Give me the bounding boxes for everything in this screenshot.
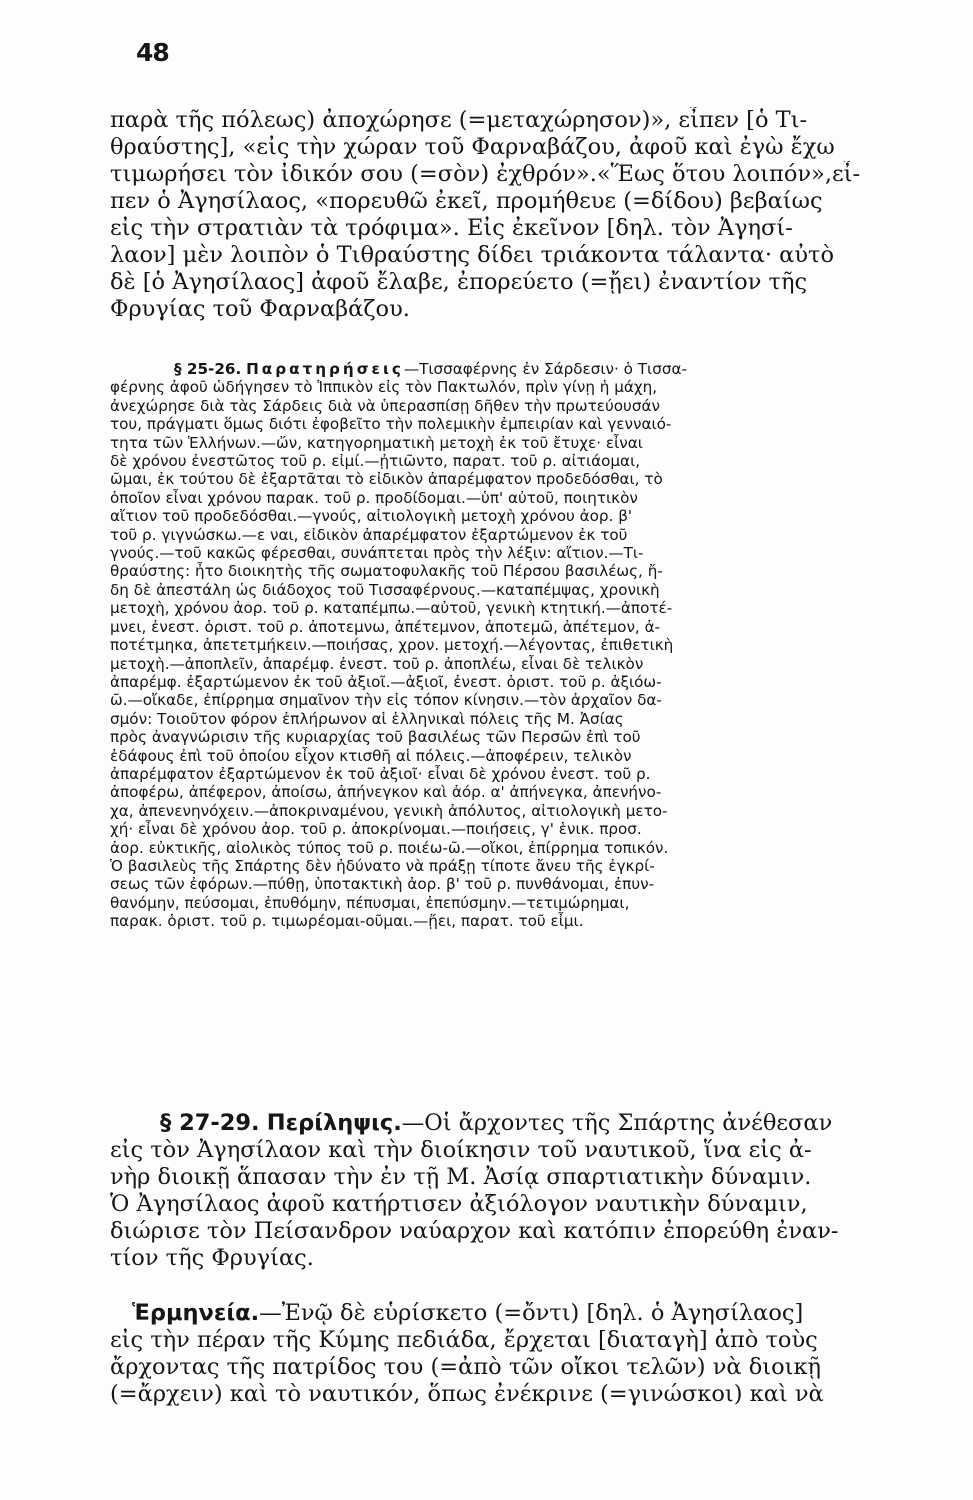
text-line: θραύστης], «εἰς τὴν χώραν τοῦ Φαρναβάζου, ἀφοῦ καὶ ἐγὼ ἔχω <box>110 134 835 160</box>
text-line: —Ἐνῷ δὲ εὑρίσκετο (=ὄντι) [δηλ. ὁ Ἀγησίλαος] <box>259 1300 804 1326</box>
text-line: τοῦ ρ. γιγνώσκω.—ε ναι, εἰδικὸν ἀπαρέμφατον ἐξαρτώμενον ἐκ τοῦ <box>110 525 628 544</box>
text-line: ἀπαρέμφατον ἐξαρτώμενον ἐκ τοῦ ἀξιοῖ· εἶναι δὲ χρόνου ἐνεστ. τοῦ ρ. <box>110 764 651 783</box>
text-line: ποτέτμηκα, ἀπετετμήκειν.—ποιήσας, χρον. μετοχή.—λέγοντας, ἐπιθετικὴ <box>110 636 674 655</box>
interpretation-section <box>110 1300 958 1408</box>
text-line: Ὁ Ἀγησίλαος ἀφοῦ κατήρτισεν ἀξιόλογον ναυτικὴν δύναμιν, <box>110 1191 808 1217</box>
text-line: θραύστης: ἦτο διοικητὴς τῆς σωματοφυλακῆς τοῦ Πέρσου βασιλέως, ἤ- <box>110 562 663 581</box>
text-line: χα, ἀπενενηνόχειν.—ἀποκριναμένου, γενικὴ ἀπόλυτος, αἰτιολογικὴ μετο- <box>110 801 668 820</box>
interpretation-first-line <box>110 1300 958 1327</box>
text-line: —Οἱ ἄρχοντες τῆς Σπάρτης ἀνέθεσαν <box>401 1110 833 1136</box>
text-line: τίον τῆς Φρυγίας. <box>110 1245 314 1271</box>
text-line: σεως τῶν ἐφόρων.—πύθῃ, ὑποτακτικὴ ἀορ. β' τοῦ ρ. πυνθάνομαι, ἐπυν- <box>110 875 655 894</box>
text-line: εἰς τὸν Ἀγησίλαον καὶ τὴν διοίκησιν τοῦ ναυτικοῦ, ἵνα εἰς ἀ- <box>110 1137 812 1163</box>
text-line: Ὁ βασιλεὺς τῆς Σπάρτης δὲν ἠδύνατο νὰ πράξῃ τίποτε ἄνευ τῆς ἐγκρί- <box>110 856 655 875</box>
notes-heading: Παρατηρήσεις <box>246 360 404 378</box>
intro-paragraph <box>110 107 958 323</box>
page-number: 48 <box>136 38 169 67</box>
text-line: φέρνης ἀφοῦ ὡδήγησεν τὸ Ἱππικὸν εἰς τὸν Πακτωλόν, πρὶν γίνῃ ἡ μάχη, <box>110 378 658 397</box>
interpretation-heading: Ἑρμηνεία. <box>132 1300 260 1326</box>
text-line: —Τισσαφέρνης ἐν Σάρδεσιν· ὁ Τισσα- <box>403 360 687 378</box>
text-line: μετοχὴ.—ἀποπλεῖν, ἀπαρέμφ. ἐνεστ. τοῦ ρ. ἀποπλέω, εἶναι δὲ τελικὸν <box>110 654 644 673</box>
text-line: δὲ χρόνου ἐνεστῶτος τοῦ ρ. εἰμί.—ᾐτιῶντο, παρατ. τοῦ ρ. αἰτιάομαι, <box>110 452 641 471</box>
text-line: ἀορ. εὐκτικῆς, αἰολικὸς τύπος τοῦ ρ. ποιέω-ῶ.—οἴκοι, ἐπίρρημα τοπικόν. <box>110 838 669 857</box>
text-line: ἐδάφους ἐπὶ τοῦ ὁποίου εἶχον κτισθῆ αἱ πόλεις.—ἀποφέρειν, τελικὸν <box>110 746 632 765</box>
text-line: παρακ. ὁριστ. τοῦ ρ. τιμωρέομαι-οῦμαι.—ᾔει, παρατ. τοῦ εἶμι. <box>110 912 584 931</box>
text-line: λαον] μὲν λοιπὸν ὁ Τιθραύστης δίδει τριάκοντα τάλαντα· αὐτὸ <box>110 242 835 268</box>
notes-section <box>110 360 958 931</box>
text-line: γνούς.—τοῦ κακῶς φέρεσθαι, συνάπτεται πρὸς τὴν λέξιν: αἴτιον.—Τι- <box>110 544 644 563</box>
text-line: ἄρχοντας τῆς πατρίδος του (=ἀπὸ τῶν οἴκοι τελῶν) νὰ διοικῇ <box>110 1354 822 1380</box>
text-line: ἀποφέρω, ἀπέφερον, ἀποίσω, ἀπήνεγκον καὶ ἀόρ. α' ἀπήνεγκα, ἀπενήνο- <box>110 783 662 802</box>
text-line: εἰς τὴν πέραν τῆς Κύμης πεδιάδα, ἔρχεται [διαταγὴ] ἀπὸ τοὺς <box>110 1327 818 1353</box>
text-line: πεν ὁ Ἀγησίλαος, «πορευθῶ ἐκεῖ, προμήθευε (=δίδου) βεβαίως <box>110 188 823 214</box>
text-line: ὁποῖον εἶναι χρόνου παρακ. τοῦ ρ. προδίδομαι.—ὑπ' αὐτοῦ, ποιητικὸν <box>110 488 638 507</box>
text-line: ἀπαρέμφ. ἐξαρτώμενον ἐκ τοῦ ἀξιοῖ.—ἀξιοῖ, ἐνεστ. ὁριστ. τοῦ ρ. ἀξιόω- <box>110 672 662 691</box>
text-line: θανόμην, πεύσομαι, ἐπυθόμην, πέπυσμαι, ἐπεπύσμην.—τετιμώρημαι, <box>110 893 630 912</box>
text-line: παρὰ τῆς πόλεως) ἀποχώρησε (=μεταχώρησον)», εἶπεν [ὁ Τι- <box>110 107 808 133</box>
summary-heading: Περίληψις. <box>266 1110 402 1136</box>
summary-section-number: § 27-29. <box>160 1110 260 1136</box>
text-line: Φρυγίας τοῦ Φαρναβάζου. <box>110 296 410 322</box>
text-line: τητα τῶν Ἑλλήνων.—ὤν, κατηγορηματικὴ μετοχὴ ἐκ τοῦ ἔτυχε· εἶναι <box>110 433 643 452</box>
text-line: του, πράγματι ὅμως διότι ἐφοβεῖτο τὴν πολεμικὴν ἐμπειρίαν καὶ γενναιό- <box>110 415 672 434</box>
text-line: ῶ.—οἴκαδε, ἐπίρρημα σημαῖνον τὴν εἰς τόπον κίνησιν.—τὸν ἀρχαῖον δα- <box>110 691 662 710</box>
text-line: (=ἄρχειν) καὶ τὸ ναυτικόν, ὅπως ἐνέκρινε (=γινώσκοι) καὶ νὰ <box>110 1381 824 1407</box>
summary-first-line <box>110 1110 958 1137</box>
text-line: εἰς τὴν στρατιὰν τὰ τρόφιμα». Εἰς ἐκεῖνον [δηλ. τὸν Ἀγησί- <box>110 215 793 241</box>
notes-section-number: § 25-26. <box>174 360 242 378</box>
text-line: διώρισε τὸν Πείσανδρον ναύαρχον καὶ κατόπιν ἐπορεύθη ἐναν- <box>110 1218 839 1244</box>
text-line: αἴτιον τοῦ προδεδόσθαι.—γνούς, αἰτιολογικὴ μετοχὴ χρόνου ἀορ. β' <box>110 507 633 526</box>
text-line: νὴρ διοικῇ ἅπασαν τὴν ἐν τῇ Μ. Ἀσίᾳ σπαρτιατικὴν δύναμιν. <box>110 1164 812 1190</box>
summary-section <box>110 1110 958 1272</box>
text-line: δη δὲ ἀπεστάλη ὡς διάδοχος τοῦ Τισσαφέρνους.—καταπέμψας, χρονικὴ <box>110 580 660 599</box>
text-line: τιμωρήσει τὸν ἰδικόν σου (=σὸν) ἐχθρόν».«Ἕως ὅτου λοιπόν»,εἶ- <box>110 161 861 187</box>
text-line: χή· εἶναι δὲ χρόνου ἀορ. τοῦ ρ. ἀποκρίνομαι.—ποιήσεις, γ' ἑνικ. προσ. <box>110 820 642 839</box>
notes-first-line <box>110 360 958 378</box>
text-line: ἀνεχώρησε διὰ τὰς Σάρδεις διὰ νὰ ὑπερασπίσῃ δῆθεν τὴν πρωτεύουσάν <box>110 396 660 415</box>
text-line: μνει, ἐνεστ. ὁριστ. τοῦ ρ. ἀποτεμνω, ἀπέτεμνον, ἀποτεμῶ, ἀπέτεμον, ἀ- <box>110 617 661 636</box>
text-line: δὲ [ὁ Ἀγησίλαος] ἀφοῦ ἔλαβε, ἐπορεύετο (=ᾔει) ἐναντίον τῆς <box>110 269 808 295</box>
text-line: σμόν: Τοιοῦτον φόρον ἐπλήρωνον αἱ ἑλληνικαὶ πόλεις τῆς Μ. Ἀσίας <box>110 709 624 728</box>
text-line: μετοχὴ, χρόνου ἀορ. τοῦ ρ. καταπέμπω.—αὐτοῦ, γενικὴ κτητική.—ἀποτέ- <box>110 599 673 618</box>
text-line: πρὸς ἀναγνώρισιν τῆς κυριαρχίας τοῦ βασιλέως τῶν Περσῶν ἐπὶ τοῦ <box>110 728 641 747</box>
text-line: ῶμαι, ἐκ τούτου δὲ ἐξαρτᾶται τὸ εἰδικὸν ἀπαρέμφατον προδεδόσθαι, τὸ <box>110 470 663 489</box>
